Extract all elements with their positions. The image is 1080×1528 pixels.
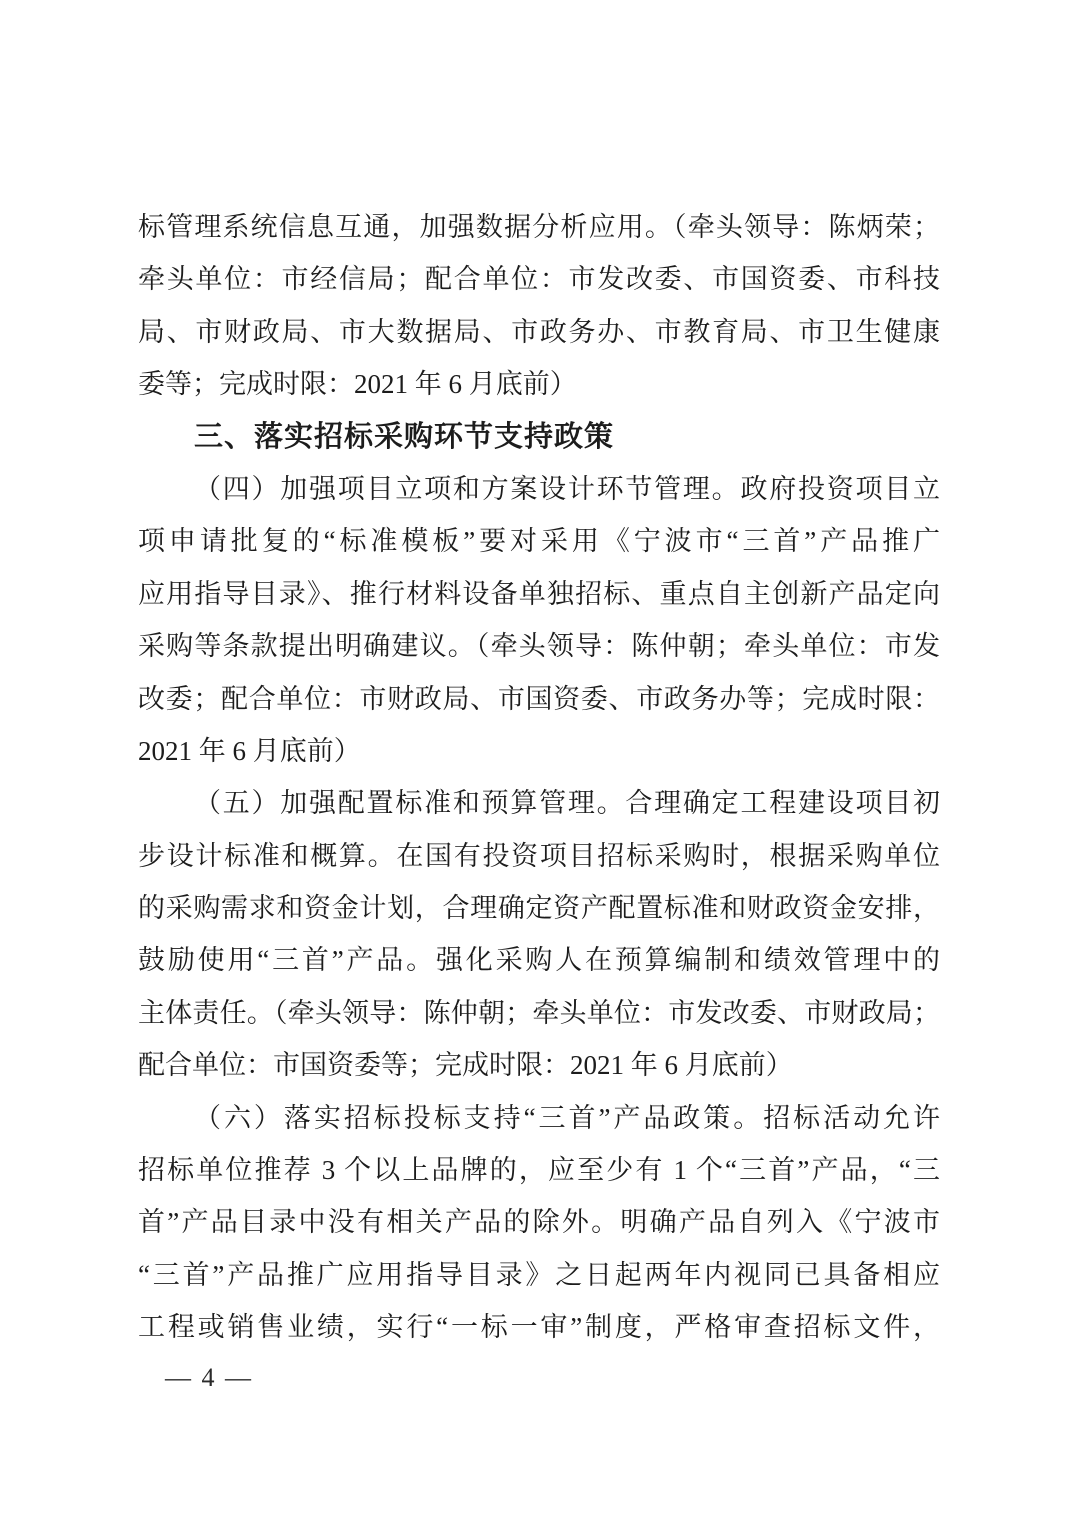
text-line: 首”产品目录中没有相关产品的除外。明确产品自列入《宁波市 <box>138 1207 940 1238</box>
text-line: 委等；完成时限：2021 年 6 月底前） <box>138 369 577 400</box>
paragraph-start-line: （五）加强配置标准和预算管理。合理确定工程建设项目初 <box>194 788 940 819</box>
text-line: 2021 年 6 月底前） <box>138 735 361 766</box>
paragraph-start-line: （四）加强项目立项和方案设计环节管理。政府投资项目立 <box>194 473 940 504</box>
text-line: “三首”产品推广应用指导目录》之日起两年内视同已具备相应 <box>138 1259 940 1290</box>
text-line: 项申请批复的“标准模板”要对采用《宁波市“三首”产品推广 <box>138 526 940 557</box>
page-number: — 4 — <box>165 1363 253 1392</box>
document-body <box>138 201 940 1354</box>
text-line: 主体责任。（牵头领导：陈仲朝；牵头单位：市发改委、市财政局； <box>138 997 940 1028</box>
text-line: 鼓励使用“三首”产品。强化采购人在预算编制和绩效管理中的 <box>138 945 940 976</box>
text-line: 步设计标准和概算。在国有投资项目招标采购时，根据采购单位 <box>138 840 940 871</box>
text-line: 的采购需求和资金计划，合理确定资产配置标准和财政资金安排， <box>138 893 940 924</box>
text-line: 标管理系统信息互通，加强数据分析应用。（牵头领导：陈炳荣； <box>138 212 940 242</box>
text-line: 改委；配合单位：市财政局、市国资委、市政务办等；完成时限： <box>138 683 940 714</box>
text-line: 采购等条款提出明确建议。（牵头领导：陈仲朝；牵头单位：市发 <box>138 631 940 662</box>
text-line: 配合单位：市国资委等；完成时限：2021 年 6 月底前） <box>138 1050 793 1081</box>
text-line: 局、市财政局、市大数据局、市政务办、市教育局、市卫生健康 <box>138 316 940 347</box>
section-heading: 三、落实招标采购环节支持政策 <box>194 420 615 453</box>
paragraph-start-line: （六）落实招标投标支持“三首”产品政策。招标活动允许 <box>194 1102 940 1133</box>
text-line: 牵头单位：市经信局；配合单位：市发改委、市国资委、市科技 <box>138 264 940 295</box>
text-line: 应用指导目录》、推行材料设备单独招标、重点自主创新产品定向 <box>138 578 940 609</box>
text-line: 工程或销售业绩，实行“一标一审”制度，严格审查招标文件， <box>138 1312 940 1343</box>
text-line: 招标单位推荐 3 个以上品牌的，应至少有 1 个“三首”产品，“三 <box>138 1155 940 1186</box>
